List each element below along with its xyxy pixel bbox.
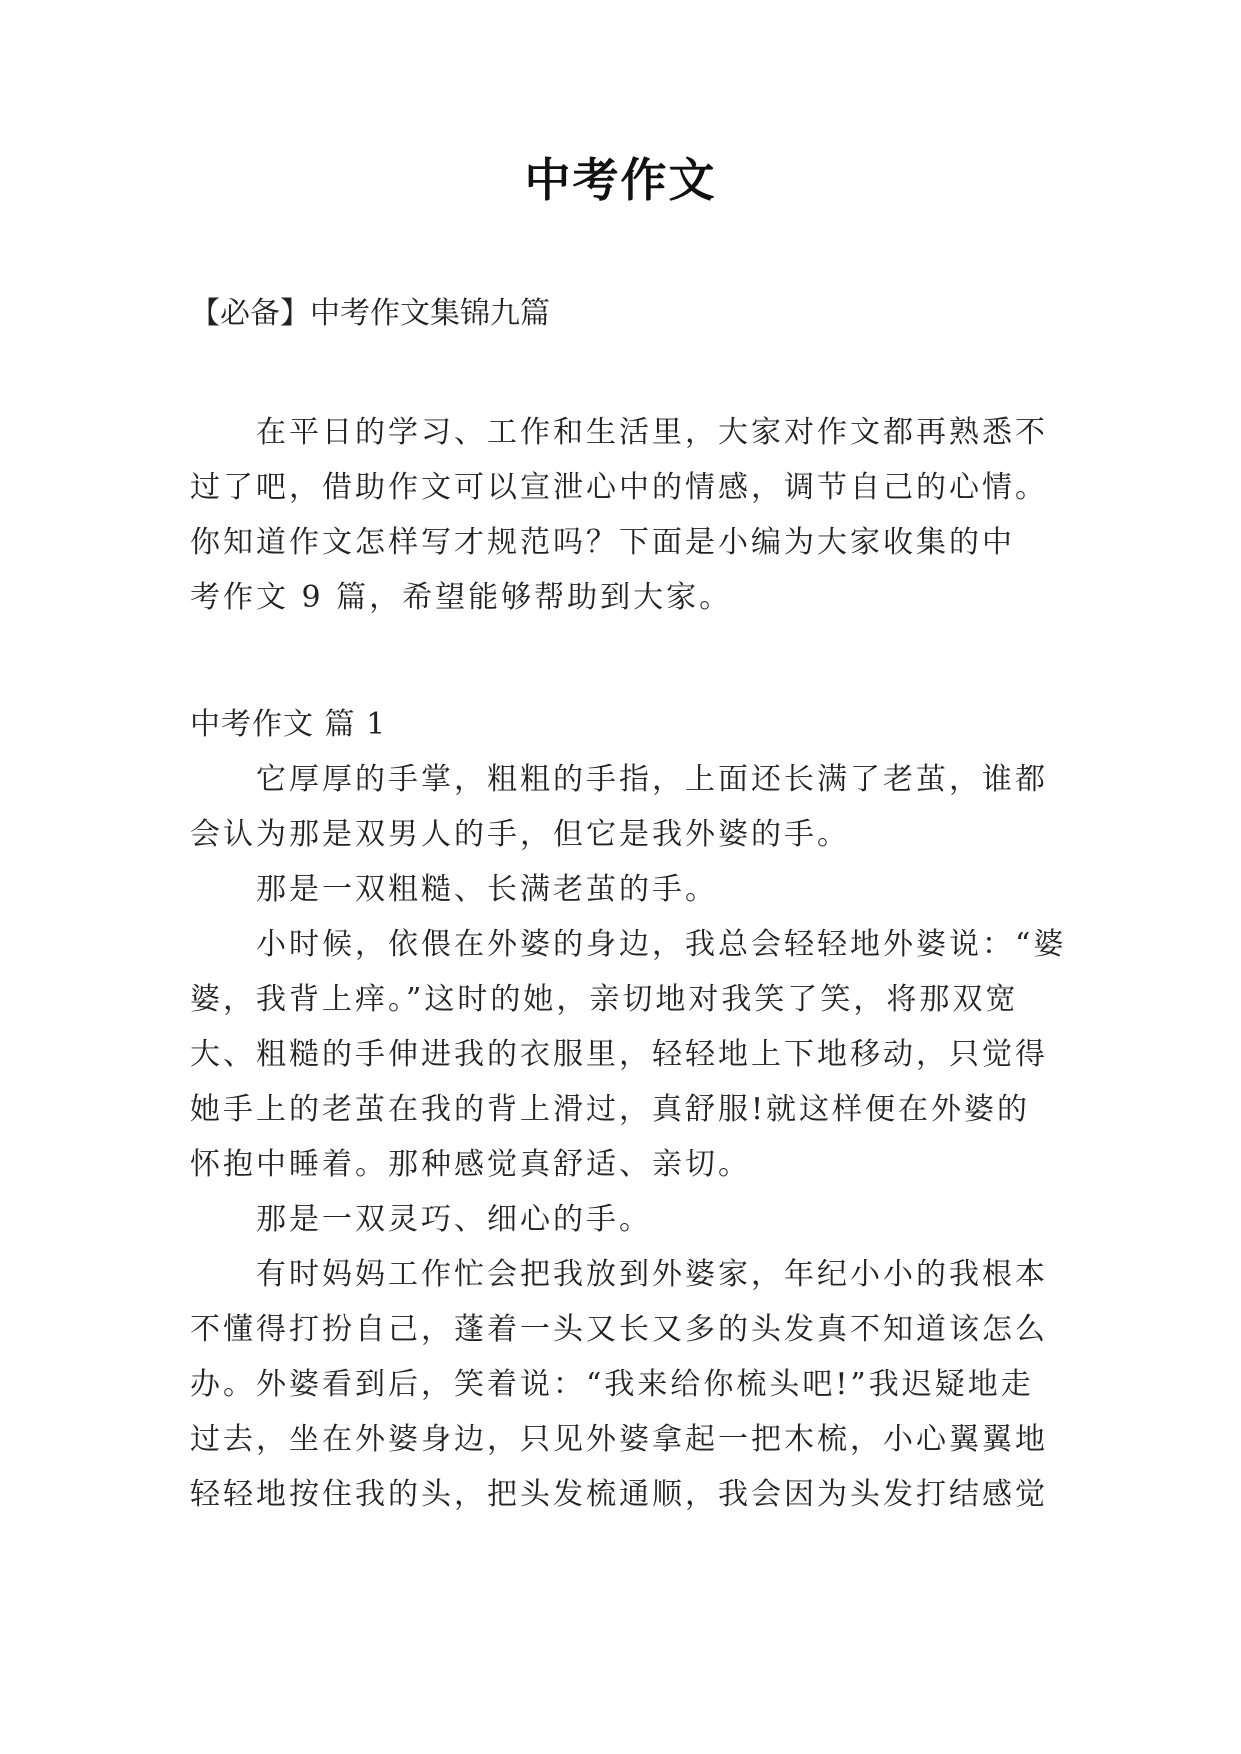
intro-line: 过了吧，借助作文可以宣泄心中的情感，调节自己的心情。 [190,470,1048,505]
intro-line: 你知道作文怎样写才规范吗？下面是小编为大家收集的中 [190,525,1015,560]
body-line: 小时候，依偎在外婆的身边，我总会轻轻地外婆说：“婆 [190,927,1067,962]
body-line: 会认为那是双男人的手，但它是我外婆的手。 [190,817,850,852]
body-line: 怀抱中睡着。那种感觉真舒适、亲切。 [190,1147,751,1182]
intro-line: 考作文 9 篇，希望能够帮助到大家。 [190,580,733,615]
body-line: 她手上的老茧在我的背上滑过，真舒服!就这样便在外婆的 [190,1092,1031,1127]
intro-paragraph [190,405,1070,625]
body-line: 它厚厚的手掌，粗粗的手指，上面还长满了老茧，谁都 [190,762,1048,797]
document-body [190,405,1070,1522]
body-line: 婆，我背上痒。”这时的她，亲切地对我笑了笑，将那双宽 [190,982,1019,1017]
paragraph-spacer [190,625,1070,697]
section-body [190,752,1070,1522]
body-line: 那是一双粗糙、长满老茧的手。 [190,872,718,907]
document-title: 中考作文 [524,153,717,207]
body-line: 办。外婆看到后，笑着说：“我来给你梳头吧!”我迟疑地走 [190,1367,1034,1402]
document-subtitle: 【必备】中考作文集锦九篇 [190,296,550,331]
body-line: 有时妈妈工作忙会把我放到外婆家，年纪小小的我根本 [190,1257,1048,1292]
body-line: 大、粗糙的手伸进我的衣服里，轻轻地上下地移动，只觉得 [190,1037,1048,1072]
section-heading: 中考作文 篇 1 [190,707,387,742]
body-line: 不懂得打扮自己，蓬着一头又长又多的头发真不知道该怎么 [190,1312,1048,1347]
body-line: 那是一双灵巧、细心的手。 [190,1202,652,1237]
body-line: 过去，坐在外婆身边，只见外婆拿起一把木梳，小心翼翼地 [190,1422,1048,1457]
intro-line: 在平日的学习、工作和生活里，大家对作文都再熟悉不 [190,415,1048,450]
body-line: 轻轻地按住我的头，把头发梳通顺，我会因为头发打结感觉 [190,1477,1048,1512]
